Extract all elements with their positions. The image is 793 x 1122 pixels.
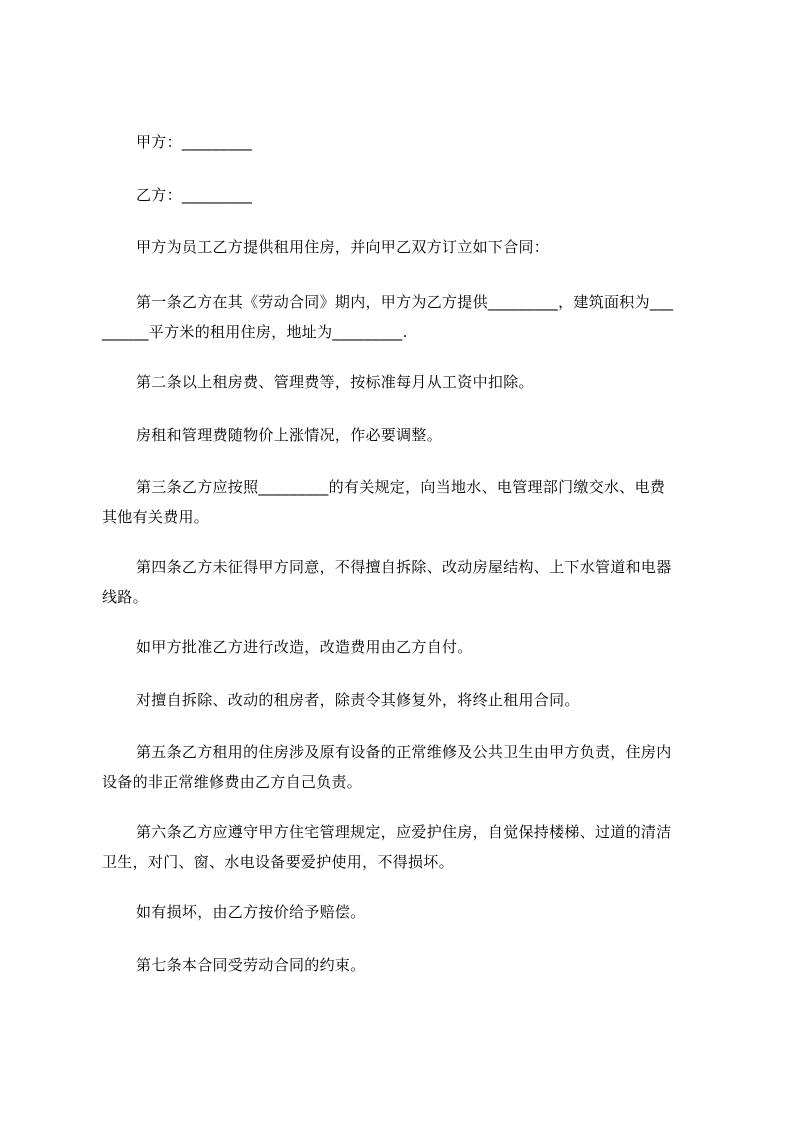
article-1-paragraph (102, 287, 711, 347)
damage-paragraph: 如有损坏，由乙方按价给予赔偿。 (136, 903, 366, 921)
article-6-line-1: 第六条乙方应遵守甲方住宅管理规定，应爱护住房，自觉保持楼梯、过道的清洁 (136, 823, 672, 841)
article-5-paragraph (102, 737, 711, 797)
party-a-line: 甲方：_________ (136, 133, 253, 151)
article-2-paragraph: 第二条以上租房费、管理费等，按标准每月从工资中扣除。 (136, 373, 534, 391)
article-4-line-1: 第四条乙方未征得甲方同意，不得擅自拆除、改动房屋结构、上下水管道和电器 (136, 558, 672, 576)
article-3-paragraph (102, 472, 711, 532)
article-1-line-2: ______平方米的租用住房，地址为_________. (102, 323, 408, 341)
article-6-line-2: 卫生，对门、窗、水电设备要爱护使用，不得损坏。 (102, 853, 454, 871)
renovation-paragraph: 如甲方批准乙方进行改造，改造费用由乙方自付。 (136, 638, 473, 656)
article-3-line-2: 其他有关费用。 (102, 508, 210, 526)
article-3-line-1: 第三条乙方应按照_________的有关规定，向当地水、电管理部门缴交水、电费 (136, 478, 666, 496)
unauthorized-paragraph: 对擅自拆除、改动的租房者，除责令其修复外，将终止租用合同。 (136, 691, 580, 709)
article-4-line-2: 线路。 (102, 588, 148, 606)
article-1-line-1: 第一条乙方在其《劳动合同》期内，甲方为乙方提供_________，建筑面积为___ (136, 293, 674, 311)
article-5-line-1: 第五条乙方租用的住房涉及原有设备的正常维修及公共卫生由甲方负责，住房内 (136, 743, 672, 761)
rent-adjust-paragraph: 房租和管理费随物价上涨情况，作必要调整。 (136, 426, 443, 444)
article-4-paragraph (102, 552, 711, 612)
article-6-paragraph (102, 817, 711, 877)
party-b-line: 乙方：_________ (136, 186, 253, 204)
article-5-line-2: 设备的非正常维修费由乙方自己负责。 (102, 773, 363, 791)
article-7-paragraph: 第七条本合同受劳动合同的约束。 (136, 956, 366, 974)
intro-paragraph: 甲方为员工乙方提供租用住房，并向甲乙双方订立如下合同： (136, 238, 550, 256)
